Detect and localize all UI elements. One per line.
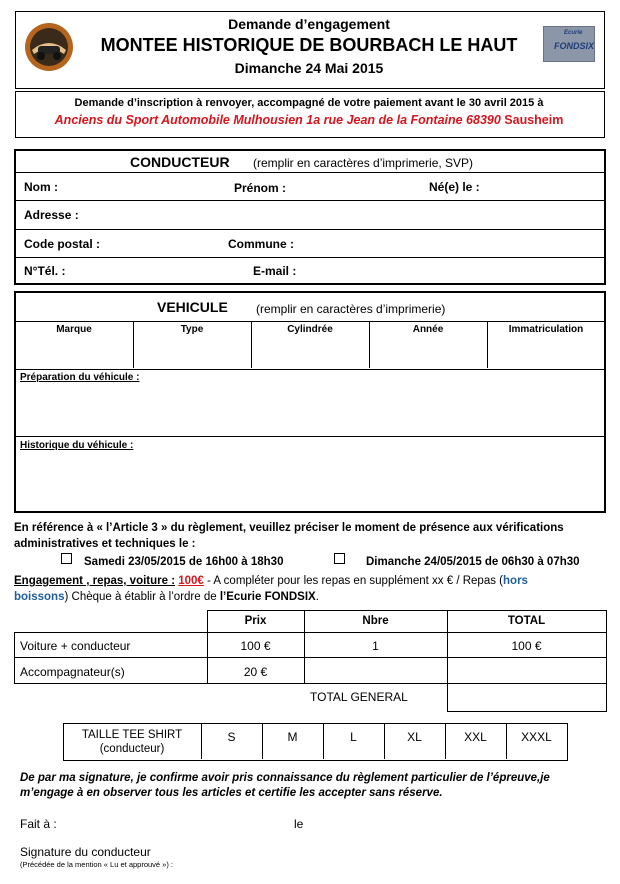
option-dimanche: Dimanche 24/05/2015 de 06h30 à 07h30 (366, 556, 580, 568)
row1-prix-text: 100 € (240, 639, 271, 653)
conducteur-title-row (16, 151, 604, 173)
notice-line1: Demande d’inscription à renvoyer, accompagné de votre paiement avant le 30 avril 2015 à (74, 97, 544, 109)
conducteur-section (14, 149, 606, 285)
vehicule-section (14, 291, 606, 513)
engagement-cheque-end: . (315, 591, 319, 603)
total-general-field[interactable] (447, 683, 607, 712)
vehicule-title-row (16, 293, 604, 321)
fondsix-badge (543, 26, 595, 62)
row-cp (16, 230, 604, 258)
table-row (14, 632, 607, 658)
total-general-label: TOTAL GENERAL (310, 690, 408, 704)
row1-total-text: 100 € (511, 639, 542, 653)
tshirt-label: TAILLE TEE SHIRT (81, 729, 183, 741)
conducteur-hint: (remplir en caractères d’imprimerie, SVP) (253, 156, 474, 170)
prenom-label[interactable]: Prénom : (234, 181, 287, 195)
email-label[interactable]: E-mail : (253, 264, 297, 278)
pricing-header-prix (207, 610, 305, 633)
engagement-boissons: boissons (14, 591, 65, 603)
notice-line2 (16, 113, 602, 127)
pricing-header-nbre-label: Nbre (362, 615, 389, 627)
tel-label[interactable]: N°Tél. : (24, 264, 66, 278)
row1-label (14, 632, 208, 658)
row1-total[interactable] (447, 632, 607, 658)
badge-small: Ecurie (564, 30, 583, 36)
row2-total[interactable] (447, 657, 607, 684)
engagement-line1 (14, 575, 528, 587)
col-marque[interactable] (16, 322, 134, 368)
row1-prix (207, 632, 305, 658)
checkbox-samedi[interactable] (61, 553, 72, 564)
tshirt-size-s[interactable] (202, 724, 263, 759)
notice-address: Anciens du Sport Automobile Mulhousien 1a rue Jean de la Fontaine 68390 (54, 113, 501, 127)
tshirt-table (63, 723, 568, 761)
col-annee-label: Année (412, 324, 444, 335)
adresse-label[interactable]: Adresse : (24, 208, 79, 222)
engagement-price: 100€ (178, 575, 204, 587)
row-nom (16, 173, 604, 201)
engagement-line2 (14, 591, 319, 603)
checkbox-dimanche[interactable] (334, 553, 345, 564)
conducteur-title: CONDUCTEUR (130, 154, 230, 170)
notice-box (15, 91, 605, 138)
le-label[interactable]: le (294, 817, 304, 831)
badge-main: FONDSIX (554, 41, 595, 51)
nom-label[interactable]: Nom : (24, 180, 58, 194)
vehicule-title: VEHICULE (157, 299, 228, 315)
header-box (15, 11, 605, 89)
signature-label[interactable]: Signature du conducteur (20, 845, 151, 859)
historique-label: Historique du véhicule : (20, 440, 134, 451)
option-samedi: Samedi 23/05/2015 de 16h00 à 18h30 (84, 556, 284, 568)
engagement-cheque-ecurie: l’Ecurie FONDSIX (219, 591, 316, 603)
col-immat-label: Immatriculation (508, 324, 584, 335)
vehicule-columns (16, 321, 604, 370)
engagement-rest: - A compléter pour les repas en supplément xx € / Repas ( (207, 575, 504, 587)
header-line1: Demande d’engagement (228, 16, 390, 32)
header-title: MONTEE HISTORIQUE DE BOURBACH LE HAUT (100, 35, 518, 55)
table-row (14, 657, 607, 684)
col-immat[interactable] (488, 322, 604, 368)
commune-label[interactable]: Commune : (228, 237, 294, 251)
ne-label[interactable]: Né(e) le : (429, 180, 480, 194)
size-xxl-label: XXL (464, 730, 487, 744)
preparation-field[interactable] (16, 370, 604, 437)
size-l-label: L (350, 730, 357, 744)
col-type-label: Type (180, 324, 204, 335)
size-m-label: M (287, 730, 298, 744)
pricing-table (14, 610, 608, 714)
tshirt-size-m[interactable] (263, 724, 324, 759)
tshirt-label-cell (64, 724, 202, 759)
size-xl-label: XL (407, 730, 422, 744)
col-cylindree-label: Cylindrée (287, 324, 333, 335)
col-cylindree[interactable] (252, 322, 370, 368)
article-text1: En référence à « l’Article 3 » du règlement, veuillez préciser le moment de présence aux vérifications (14, 522, 564, 534)
preparation-label: Préparation du véhicule : (20, 372, 140, 383)
vehicule-hint: (remplir en caractères d’imprimerie) (256, 302, 446, 316)
fait-label[interactable]: Fait à : (20, 817, 57, 831)
cp-label[interactable]: Code postal : (24, 237, 101, 251)
size-s-label: S (227, 730, 236, 744)
row2-nbre[interactable] (304, 657, 448, 684)
signature-mention: (Précédée de la mention « Lu et approuvé ») : (20, 860, 174, 869)
row2-prix (207, 657, 305, 684)
size-xxxl-label: XXXL (521, 730, 552, 744)
pricing-header-total-label: TOTAL (507, 615, 546, 627)
notice-town: Sausheim (500, 113, 564, 127)
row-tel (16, 258, 604, 283)
row2-label-text: Accompagnateur(s) (20, 665, 125, 679)
tshirt-size-l[interactable] (324, 724, 385, 759)
tshirt-size-xxxl[interactable] (507, 724, 566, 759)
header-date: Dimanche 24 Mai 2015 (234, 60, 384, 76)
row1-nbre[interactable] (304, 632, 448, 658)
pricing-header-total (447, 610, 607, 633)
engagement-hors: hors (503, 575, 528, 587)
historique-field[interactable] (16, 437, 604, 511)
col-marque-label: Marque (56, 324, 92, 335)
declaration-line2: m’engage à en observer tous les articles et certifie les accepter sans réserve. (20, 787, 443, 799)
article-text2: administratives et techniques le : (14, 538, 196, 550)
engagement-label: Engagement , repas, voiture : (14, 575, 176, 587)
pricing-header-nbre (304, 610, 448, 633)
tshirt-size-xl[interactable] (385, 724, 446, 759)
row2-label (14, 657, 208, 684)
row1-label-text: Voiture + conducteur (20, 639, 131, 653)
row1-nbre-text: 1 (372, 639, 379, 653)
row2-prix-text: 20 € (243, 665, 268, 679)
col-type[interactable] (134, 322, 252, 368)
tshirt-size-xxl[interactable] (446, 724, 507, 759)
row-adresse (16, 201, 604, 230)
col-annee[interactable] (370, 322, 488, 368)
tshirt-sublabel: (conducteur) (99, 743, 165, 755)
engagement-cheque: ) Chèque à établir à l’ordre de (64, 591, 220, 603)
declaration-line1: De par ma signature, je confirme avoir pris connaissance du règlement particulier de l’épreuve,je (20, 772, 550, 784)
pricing-header-prix-label: Prix (244, 615, 267, 627)
